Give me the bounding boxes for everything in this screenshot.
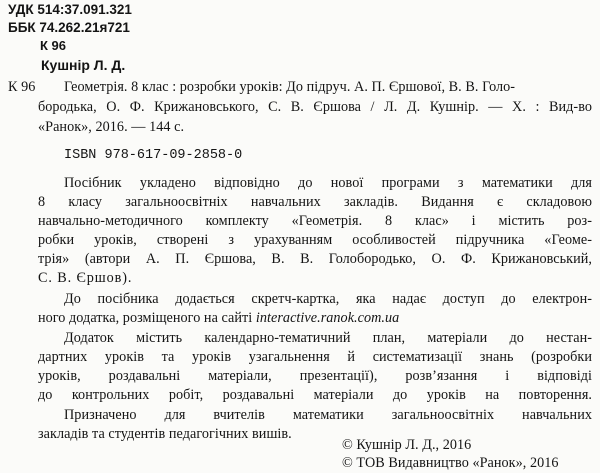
isbn: ISBN 978-617-09-2858-0 [64,148,243,163]
para4-line1: Призначено для вчителів математики загальноосвітніх навчальних [64,407,592,423]
bib-line-3: «Ранок», 2016. — 144 с. [38,119,185,135]
bib-sign: К 96 [8,79,36,95]
copyright-author: © Кушнір Л. Д., 2016 [342,437,472,453]
para1-line5: трія» (автори А. П. Єршова, В. В. Голобородько, О. Ф. Крижановський, [38,251,592,267]
para3-line3: уроків, роздавальні матеріали, презентації), розв’язання і відповіді [38,368,592,384]
para1-line3: навчально-методичного комплекту «Геометрія. 8 клас» і містить роз- [38,213,592,229]
bib-line-1: Геометрія. 8 клас : розробки уроків: До підруч. А. П. Єршової, В. В. Голо- [64,79,516,95]
para2-line1: До посібника додається скретч-картка, яка надає доступ до електрон- [64,291,592,307]
author-sign: К 96 [40,38,67,53]
para1-line4: робки уроків, створені з урахуванням особливостей підручника «Геоме- [38,232,592,248]
para3-line2: дартних уроків та уроків узагальнення й систематизації знань (розробки [38,349,592,365]
para3-line4: до контрольних робіт, роздавальні матеріали до уроків на повторення. [38,387,592,403]
author-name: Кушнір Л. Д. [41,57,126,73]
para1-line6: С. В. Єршов). [38,270,133,286]
para3-line1: Додаток містить календарно-тематичний план, матеріали до нестан- [64,330,592,346]
copyright-publisher: © ТОВ Видавництво «Ранок», 2016 [342,455,559,471]
udk-code: УДК 514:37.091.321 [8,2,132,17]
para4-line2: закладів та студентів педагогічних вишів. [38,426,292,442]
website-link[interactable]: interactive.ranok.com.ua [255,310,400,326]
para1-line2: 8 класу загальноосвітніх навчальних закладів. Видання є складовою [38,194,592,210]
bib-line-2: бородька, О. Ф. Крижановського, С. В. Єршова / Л. Д. Кушнір. — Х. : Вид-во [38,99,592,115]
para2-line2 [38,310,399,327]
bbk-code: ББК 74.262.21я721 [8,20,130,35]
para2-line2-text: ного додатка, розміщеного на сайті [38,310,253,326]
para1-line1: Посібник укладено відповідно до нової програми з математики для [64,175,592,191]
